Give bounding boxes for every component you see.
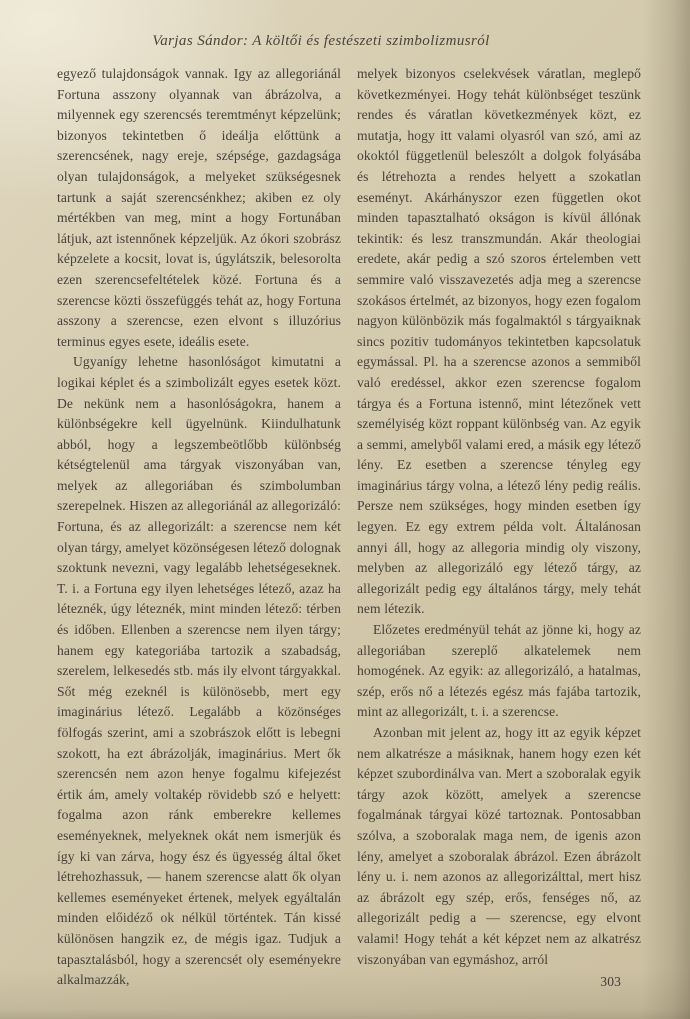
page-number: 303 [600, 974, 621, 990]
text-columns [57, 64, 642, 993]
right-column [357, 64, 641, 993]
left-column [57, 64, 341, 993]
paragraph: Azonban mit jelent az, hogy itt az egyik képzet nem alkatrésze a másiknak, hanem hogy ezen két képzet szubordinálva van. Mert a szoboralak egyik tárgy azok között, amelyek a szerencse fogalmának tárgyai közé tartoznak. Pontosabban szólva, a szoboralak maga nem, de igenis azon lény, amelyet a szoboralak ábrázol. Ezen ábrázolt lény u. i. nem azonos az allegorizálttal, mert hisz az ábrázolt egy szép, erős, fenséges nő, az allegorizált pedig a — szerencse, egy elvont valami! Hogy tehát a két képzet nem az alkatrész viszonyában van egymáshoz, arról [357, 725, 641, 967]
paragraph: Ugyanígy lehetne hasonlóságot kimutatni a logikai képlet és a szimbolizált egyes esetek közt. De nekünk nem a hasonlóságokra, hanem a különbségekre kell ügyelnünk. Kiindulhatunk abból, hogy a legszembeötlőbb különbség kétségtelenül ama tárgyak viszonyában van, melyek az allegoriában és szimbolumban szerepelnek. Hiszen az allegoriánál az allegorizáló: Fortuna, és az allegorizált: a szerencse nem két olyan tárgy, amelyet közönségesen létező dolognak szoktunk nevezni, vagy legalább lehetségeseknek. T. i. a Fortuna egy ilyen lehetséges létező, azaz ha léteznék, úgy léteznék, mint minden létező: térben és időben. Ellenben a szerencse nem ilyen tárgy; hanem egy kategoriába tartozik a szabadság, szerelem, lelkesedés stb. más ily elvont tárgyakkal. Sőt még ezeknél is különösebb, mert egy imaginárius létező. Legalább a közönséges fölfogás szerint, ami a szobrászok előtt is lebegni szokott, ha ezt ábrázolják, imaginárius. Mert ők szerencsén nem azon henye fogalmu kifejezést értik ám, amely voltakép rövidebb szó e helyett: fogalma azon ránk emberekre kellemes eseményeknek, melyeknek okát nem ismerjük és így ki van zárva, hogy ész és ügyesség által őket létrehozhassuk, — hanem szerencse alatt ők olyan kellemes eseményeket értenek, melyek egyáltalán minden előidéző ok nélkül történtek. Tán kissé különösen hangzik ez, de mégis igaz. Tudjuk a tapasztalásból, hogy a szerencsét oly eseményekre alkalmazzák, [57, 354, 341, 988]
running-header: Varjas Sándor: A költői és festészeti szimbolizmusról [152, 33, 490, 49]
paragraph: Előzetes eredményül tehát az jönne ki, hogy az allegoriában szereplő alkatelemek nem homogének. Az egyik: az allegorizáló, a hatalmas, szép, erős nő a létezés egész más fajába tartozik, mint az allegorizált, t. i. a szerencse. [357, 622, 641, 720]
paragraph-continuation: egyező tulajdonságok vannak. Igy az allegoriánál Fortuna asszony olyannak van ábrázolva, a milyennek egy szerencsés teremtményt képzelünk; bizonyos tekintetben ő ideálja előttünk a szerencsének, nagy ereje, szépsége, gazdagsága olyan tulajdonságok, a melyeket szükségesnek tartunk a saját szerencsénkhez; akiben ez oly mértékben van meg, mint a hogy Fortunában látjuk, azt istennőnek képzeljük. Az ókori szobrász képzelete a kocsit, lovat is, úgylátszik, belesorolta ezen szerencsefeltételek közé. Fortuna és a szerencse közti összefüggés tehát az, hogy Fortuna asszony a szerencse, ezen elvont s illuzórius terminus egyes esete, ideális esete. [57, 66, 341, 349]
paragraph-continuation: melyek bizonyos cselekvések váratlan, meglepő következményei. Hogy tehát különbséget teszünk rendes és váratlan következmények közt, ez mutatja, hogy itt valami olyasról van szó, ami az okoktól függetlenül beleszólt a dolgok folyásába és létrehozta a rendes helyett a szokatlan eseményt. Akárhányszor ezen független okot minden tapasztalható okságon is kívül állónak tekintik: és lesz transzmundán. Akár theologiai eredete, akár pedig a szó szoros értelemben vett semmire való visszavezetés adja meg a szerencse szokásos értelmét, az bizonyos, hogy ezen fogalom nagyon különbözik más fogalmaktól s tárgyaiknak sincs pozitiv tudományos tekintetben kapcsolatuk egymással. Pl. ha a szerencse azonos a semmiből való eredéssel, akkor ezen szerencse fogalom tárgya és a Fortuna istennő, mint létezőnek vett személyiség közt roppant különbség van. Az egyik a semmi, amelyből valami ered, a másik egy létező lény. Ez esetben a szerencse tényleg egy imaginárius tárgy volna, a létező lény pedig reális. Persze nem szükséges, hogy minden esetben így legyen. Ez egy extrem példa volt. Általánosan annyi áll, hogy az allegoria mindig oly viszony, melyben az allegorizáló egy létező tárgy, az allegorizált pedig egy általános tárgy, mely tehát nem létezik. [357, 66, 641, 617]
